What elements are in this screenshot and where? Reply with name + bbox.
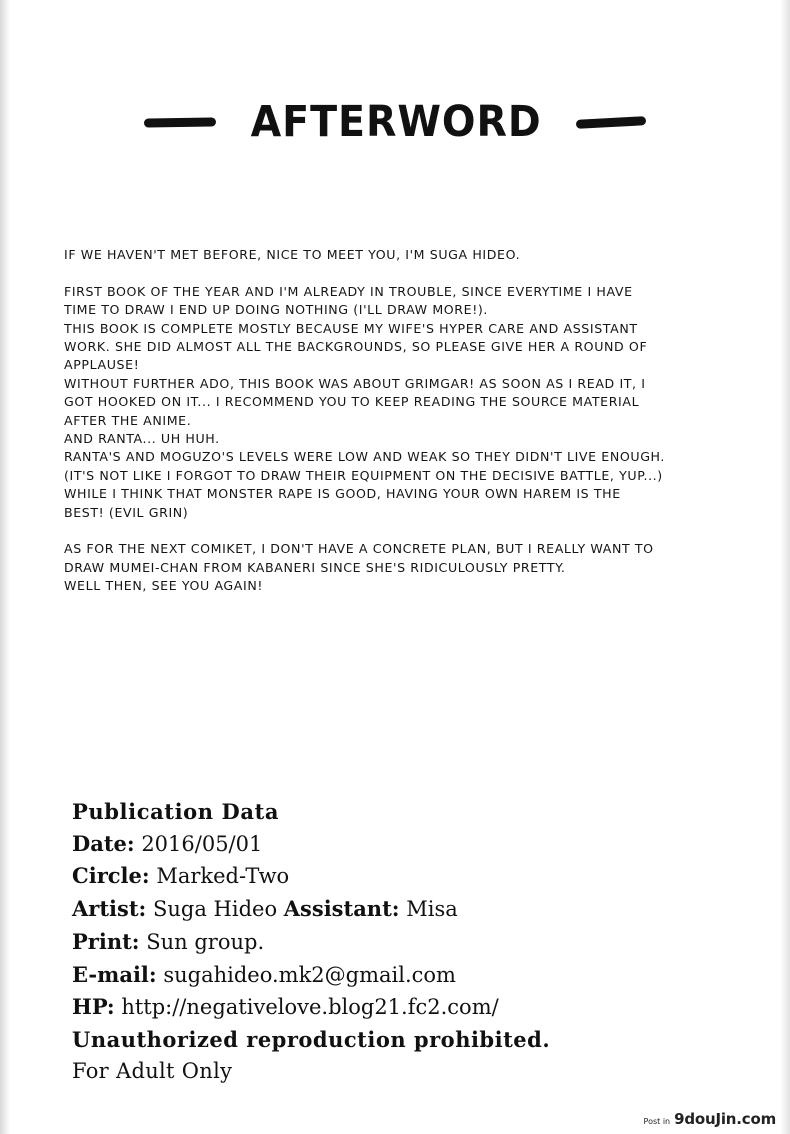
afterword-line: AND RANTA... UH HUH.: [64, 431, 220, 447]
date-label: Date:: [72, 830, 135, 856]
afterword-heading: [0, 92, 790, 152]
afterword-line: FIRST BOOK OF THE YEAR AND I'M ALREADY IN TROUBLE, SINCE EVERYTIME I HAVE: [64, 283, 633, 299]
heading-right-dash: [576, 116, 646, 129]
afterword-line: WELL THEN, SEE YOU AGAIN!: [64, 578, 263, 594]
print-value: Sun group.: [139, 929, 265, 954]
afterword-line: WORK. SHE DID ALMOST ALL THE BACKGROUNDS, SO PLEASE GIVE HER A ROUND OF: [64, 339, 648, 355]
afterword-line: IF WE HAVEN'T MET BEFORE, NICE TO MEET YOU, I'M SUGA HIDEO.: [64, 247, 521, 262]
publication-circle-row: [72, 860, 550, 893]
afterword-paragraph: [64, 540, 744, 595]
afterword-line: GOT HOOKED ON IT... I RECOMMEND YOU TO KEEP READING THE SOURCE MATERIAL: [64, 394, 640, 410]
watermark-brand: 9douJin.com: [674, 1110, 776, 1128]
artist-label: Artist:: [72, 896, 147, 922]
publication-hp-row: [72, 991, 550, 1024]
hp-label: HP:: [72, 994, 115, 1020]
assistant-value: Misa: [399, 897, 458, 922]
page-edge-left: [0, 0, 10, 1134]
afterword-line: DRAW MUMEI-CHAN FROM KABANERI SINCE SHE'S RIDICULOUSLY PRETTY.: [64, 559, 566, 575]
assistant-label: Assistant:: [283, 896, 400, 922]
afterword-body: [64, 246, 744, 614]
publication-title: Publication Data: [72, 799, 280, 824]
circle-value: Marked-Two: [149, 864, 290, 889]
publication-artist-row: [72, 893, 550, 926]
afterword-line: RANTA'S AND MOGUZO'S LEVELS WERE LOW AND WEAK SO THEY DIDN'T LIVE ENOUGH.: [64, 449, 666, 465]
publication-date-row: [72, 828, 550, 861]
afterword-line: TIME TO DRAW I END UP DOING NOTHING (I'LL DRAW MORE!).: [64, 302, 488, 318]
afterword-line: AFTER THE ANIME.: [64, 412, 192, 428]
adult-notice: For Adult Only: [72, 1058, 233, 1083]
afterword-line: APPLAUSE!: [64, 357, 140, 373]
reproduction-warning: Unauthorized reproduction prohibited.: [72, 1026, 551, 1052]
page-edge-right: [780, 0, 790, 1134]
afterword-line: WHILE I THINK THAT MONSTER RAPE IS GOOD, HAVING YOUR OWN HAREM IS THE: [64, 486, 621, 502]
afterword-paragraph: [64, 283, 744, 522]
afterword-line: AS FOR THE NEXT COMIKET, I DON'T HAVE A CONCRETE PLAN, BUT I REALLY WANT TO: [64, 541, 654, 557]
watermark-prefix: Post in: [643, 1117, 671, 1126]
publication-print-row: [72, 926, 550, 959]
afterword-line: BEST! (EVIL GRIN): [64, 504, 189, 520]
email-value: sugahideo.mk2@gmail.com: [156, 962, 456, 987]
publication-email-row: [72, 959, 550, 992]
heading-title: AFTERWORD: [250, 97, 542, 147]
circle-label: Circle:: [72, 863, 150, 889]
heading-left-dash: [144, 117, 216, 127]
afterword-line: WITHOUT FURTHER ADO, THIS BOOK WAS ABOUT GRIMGAR! AS SOON AS I READ IT, I: [64, 375, 646, 391]
publication-data: [72, 796, 550, 1087]
print-label: Print:: [72, 928, 140, 954]
email-label: E-mail:: [72, 961, 157, 987]
hp-value: http://negativelove.blog21.fc2.com/: [114, 995, 499, 1020]
site-watermark: [644, 1110, 776, 1128]
artist-value: Suga Hideo: [146, 897, 284, 922]
date-value: 2016/05/01: [134, 831, 263, 856]
afterword-paragraph: [64, 246, 744, 264]
afterword-line: (IT'S NOT LIKE I FORGOT TO DRAW THEIR EQUIPMENT ON THE DECISIVE BATTLE, YUP...): [64, 467, 663, 483]
afterword-line: THIS BOOK IS COMPLETE MOSTLY BECAUSE MY WIFE'S HYPER CARE AND ASSISTANT: [64, 320, 638, 336]
